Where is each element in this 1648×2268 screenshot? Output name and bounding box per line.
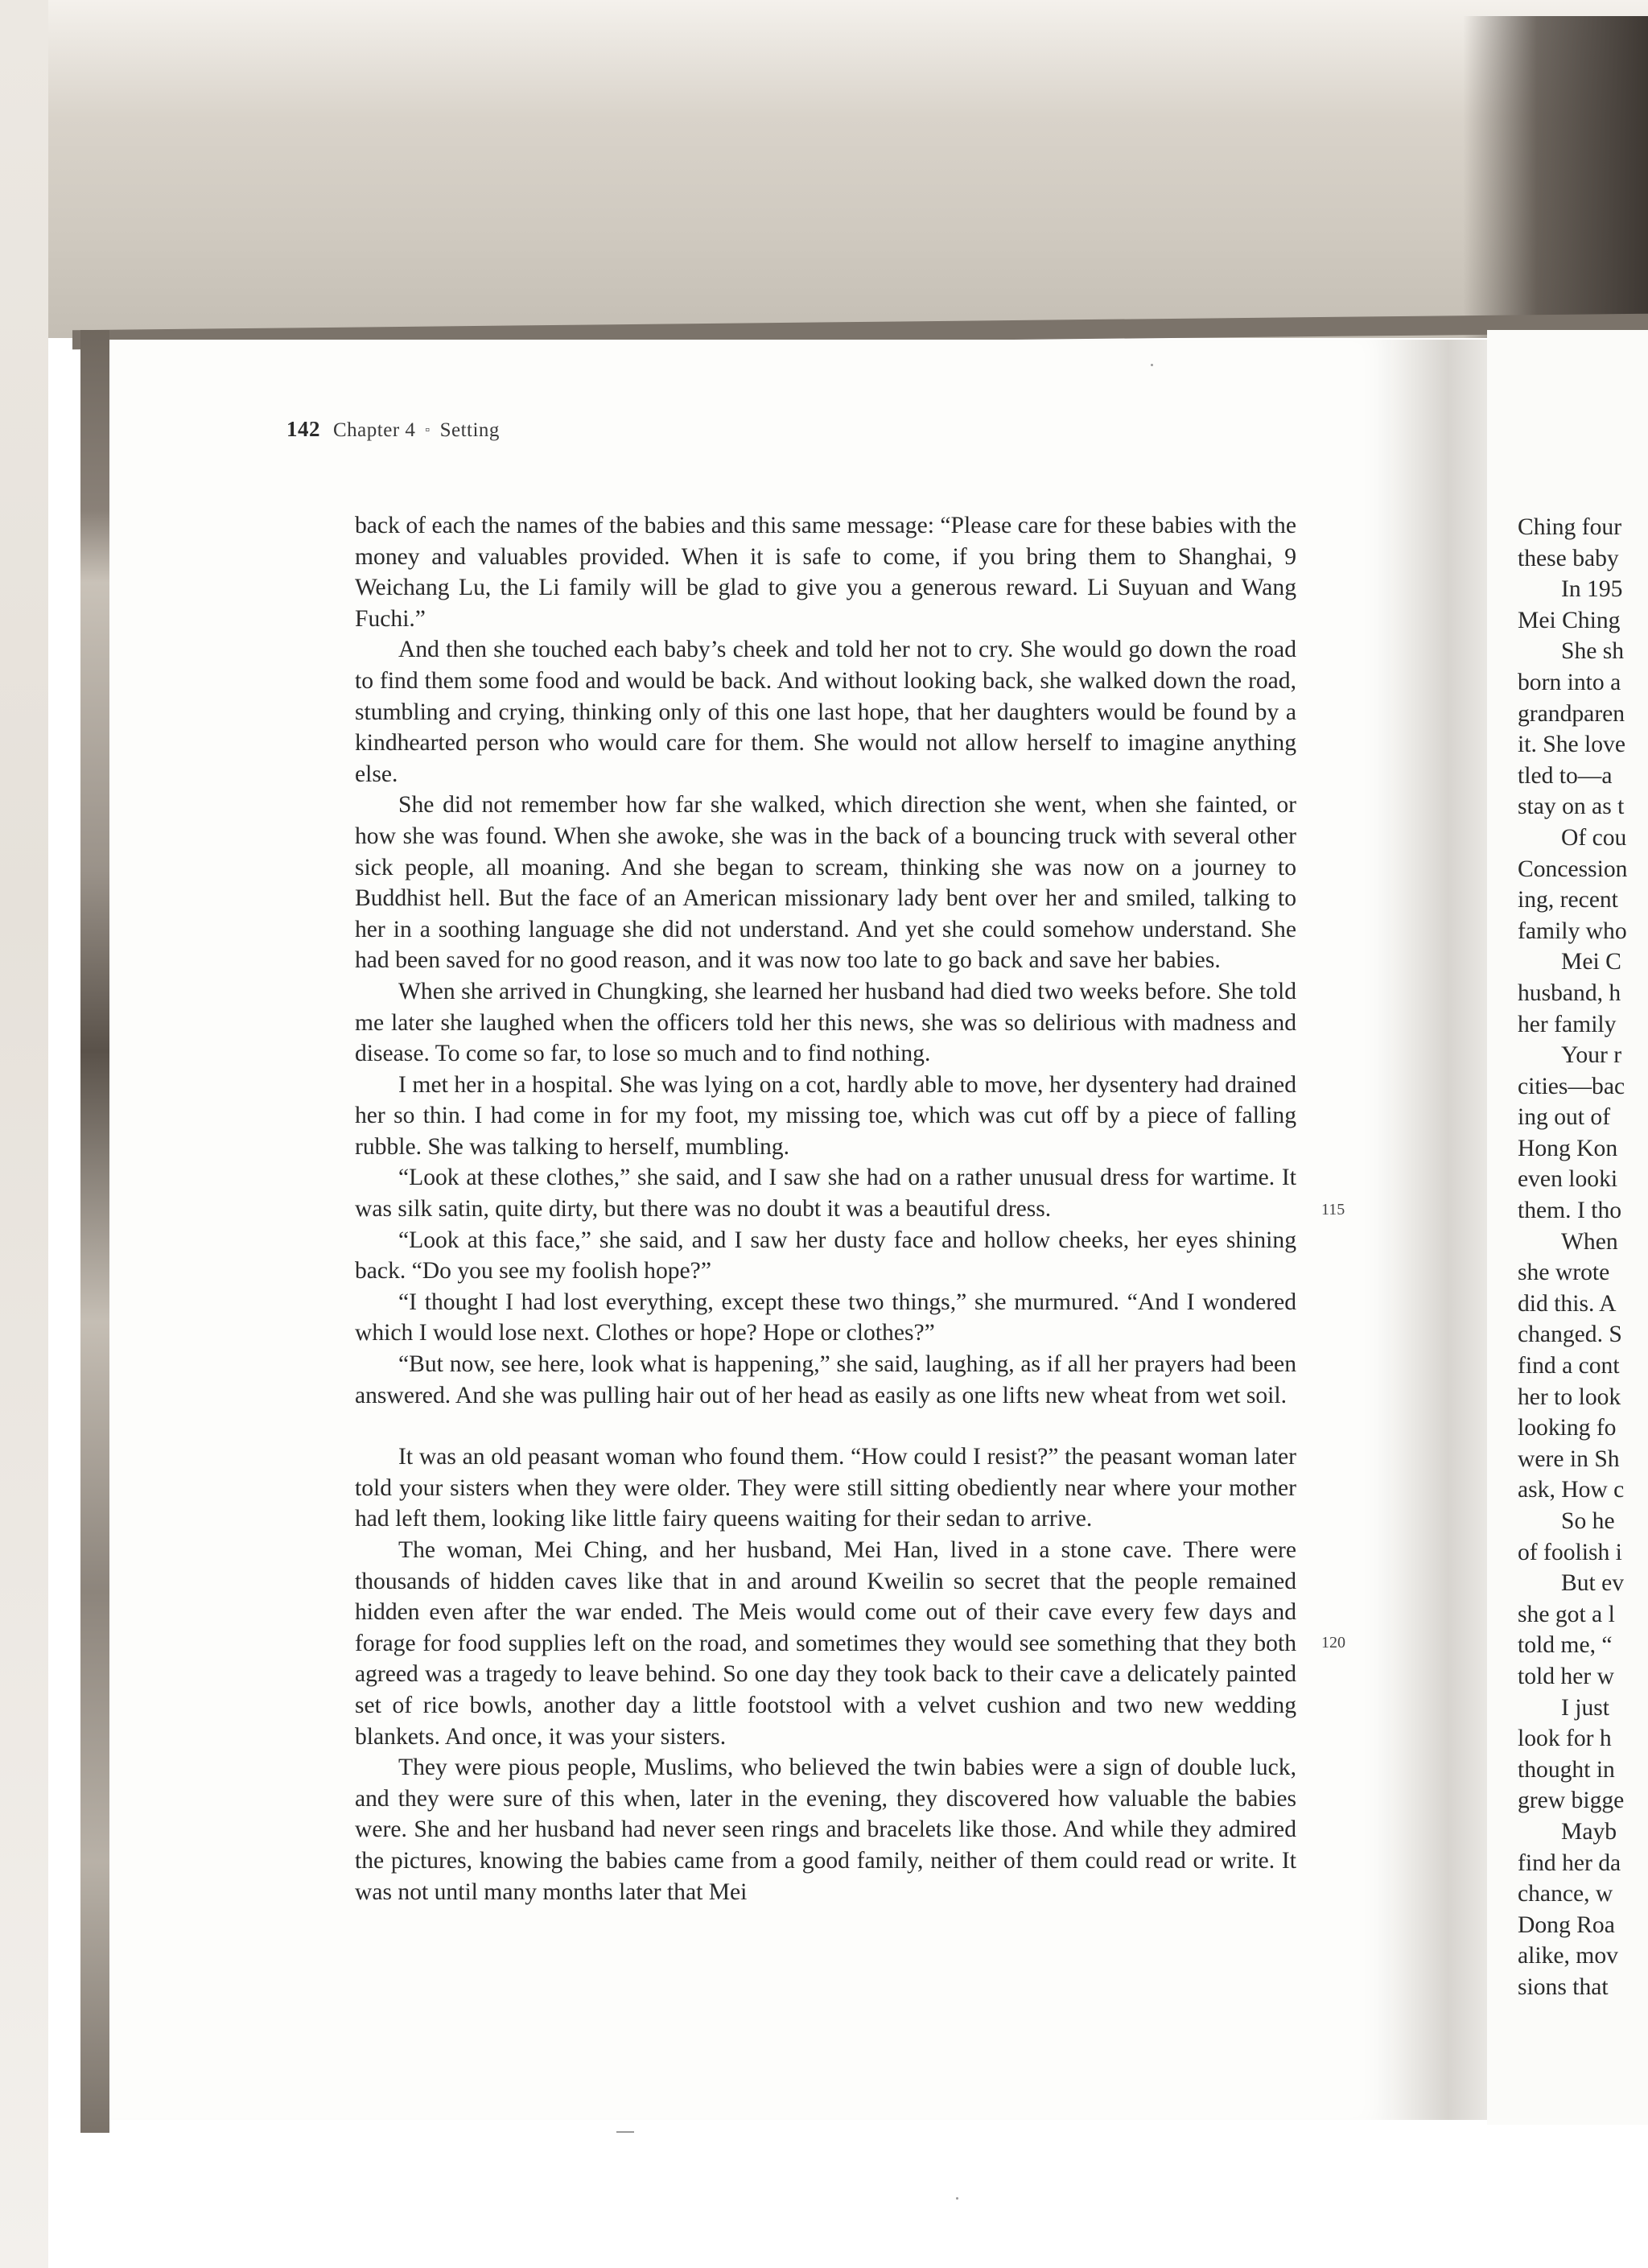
facing-line: told her w: [1518, 1663, 1614, 1689]
facing-line: looking fo: [1518, 1415, 1617, 1441]
paragraph: back of each the names of the babies and this same message: “Please care for these babies with the money and valuables provided. When it is safe to come, if you bring them to Shanghai, 9 Weichang Lu, the Li family will be glad to give you a generous reward. Li Suyuan and Wang Fuchi.”: [355, 513, 1296, 632]
facing-line: she wrote: [1518, 1260, 1610, 1286]
facing-line: Mayb: [1561, 1818, 1617, 1845]
facing-line: it. She love: [1518, 732, 1625, 758]
facing-line: Hong Kon: [1518, 1135, 1618, 1161]
paragraph: “Look at this face,” she said, and I saw her dusty face and hollow cheeks, her eyes shining back. “Do you see my foolish hope?”: [355, 1227, 1296, 1285]
facing-line: ing, recent: [1518, 887, 1618, 913]
facing-line: Of cou: [1561, 824, 1627, 851]
scan-speck: [956, 2197, 958, 2200]
paragraph: “I thought I had lost everything, except these two things,” she murmured. “And I wondered which I would lose next. Clothes or hope? Hope or clothes?”: [355, 1289, 1296, 1346]
facing-line: were in Sh: [1518, 1445, 1620, 1472]
facing-line: tled to—a: [1518, 762, 1613, 789]
facing-line: find a cont: [1518, 1353, 1620, 1379]
scan-speck: [616, 2131, 634, 2133]
paragraph: They were pious people, Muslims, who believed the twin babies were a sign of double luck, and they were sure of this when, later in the evening, they discovered how valuable the babies were. She and her husband had never seen rings and bracelets like those. And while they admired the pictures, knowing the babies came from a good family, neither of them could read or write. It was not until many months later that Mei: [355, 1755, 1296, 1905]
facing-line: her to look: [1518, 1383, 1621, 1410]
facing-line: husband, h: [1518, 979, 1621, 1006]
main-text-column: [355, 510, 1296, 1907]
facing-line: chance, w: [1518, 1881, 1613, 1907]
facing-line: She sh: [1561, 638, 1625, 665]
paragraph: “Look at these clothes,” she said, and I saw she had on a rather unusual dress for wartime. It was silk satin, quite dirty, but there was no doubt it was a beautiful dress.: [355, 1165, 1296, 1223]
facing-line: grew bigge: [1518, 1788, 1625, 1814]
facing-line: sions that: [1518, 1973, 1609, 2000]
facing-line: When: [1561, 1228, 1618, 1255]
facing-page-text: [1518, 512, 1648, 2003]
facing-line: did this. A: [1518, 1290, 1617, 1317]
facing-line: even looki: [1518, 1166, 1618, 1193]
running-header: [286, 417, 500, 442]
facing-line: Mei Ching: [1518, 607, 1621, 633]
facing-line: Concession: [1518, 856, 1628, 882]
paragraph: And then she touched each baby’s cheek and told her not to cry. She would go down the road to find them some food and would be back. And without looking back, she walked down the road, stumbling and crying, thinking only of this one last hope, that her daughters would be found by a kindhearted person who would care for them. She would not allow herself to imagine anything else.: [355, 637, 1296, 787]
facing-line: So he: [1561, 1508, 1615, 1534]
book-gutter: [1390, 340, 1487, 2120]
facing-line: But ev: [1561, 1570, 1625, 1597]
scan-background-left: [0, 0, 48, 2268]
facing-line: family who: [1518, 918, 1627, 944]
header-separator: ▫: [425, 423, 431, 437]
book-cover-edge: [1463, 16, 1648, 338]
facing-line: Mei C: [1561, 949, 1621, 975]
facing-line: cities—bac: [1518, 1073, 1625, 1099]
facing-line: Your r: [1561, 1042, 1622, 1069]
page-number: 142: [286, 417, 320, 441]
facing-line: alike, mov: [1518, 1943, 1618, 1969]
facing-line: changed. S: [1518, 1322, 1622, 1348]
paragraph: I met her in a hospital. She was lying on a cot, hardly able to move, her dysentery had drained her so thin. I had come in for my foot, my missing toe, which was cut off by a piece of falling rubble. She was talking to herself, mumbling.: [355, 1071, 1296, 1160]
paragraph: She did not remember how far she walked, which direction she went, when she fainted, or how she was found. When she awoke, she was in the back of a bouncing truck with several other sick people, all moaning. And she began to scream, thinking she was now on a journey to Buddhist hell. But the face of an American missionary lady bent over her and smiled, talking to her in a soothing language she did not understand. And yet she could somehow understand. She had been saved for no good reason, and it was now too late to go back and save her babies.: [355, 792, 1296, 974]
line-number: 120: [1321, 1634, 1345, 1652]
facing-line: grandparen: [1518, 700, 1625, 727]
chapter-label: Chapter 4: [333, 419, 416, 441]
facing-line: she got a l: [1518, 1601, 1615, 1627]
facing-line: ask, How c: [1518, 1477, 1625, 1503]
facing-line: Dong Roa: [1518, 1911, 1615, 1938]
facing-line: I just: [1561, 1694, 1610, 1721]
facing-line: look for h: [1518, 1726, 1612, 1752]
scan-speck: [1151, 364, 1153, 366]
facing-line: them. I tho: [1518, 1198, 1622, 1224]
scan-background-top: [0, 0, 1648, 338]
facing-line: find her da: [1518, 1849, 1621, 1876]
paragraph: When she arrived in Chungking, she learned her husband had died two weeks before. She told me later she laughed when the officers told her this news, she was so delirious with madness and disease. To come so far, to lose so much and to find nothing.: [355, 978, 1296, 1067]
facing-line: these baby: [1518, 545, 1619, 571]
facing-line: In 195: [1561, 576, 1623, 603]
facing-line: stay on as t: [1518, 794, 1625, 820]
paragraph: The woman, Mei Ching, and her husband, Mei Han, lived in a stone cave. There were thousands of hidden caves like that in and around Kweilin so secret that the people remained hidden even after the war ended. The Meis would come out of their cave every few days and forage for food supplies left on the road, and sometimes they would see something that they both agreed was a tragedy to leave behind. So one day they took back to their cave a delicately painted set of rice bowls, another day a little footstool with a velvet cushion and two new wedding blankets. And once, it was your sisters.: [355, 1537, 1296, 1750]
facing-line: ing out of: [1518, 1104, 1611, 1131]
facing-line: told me, “: [1518, 1632, 1613, 1659]
facing-line: thought in: [1518, 1756, 1615, 1783]
section-label: Setting: [439, 419, 500, 441]
facing-line: her family: [1518, 1011, 1617, 1037]
paragraph: “But now, see here, look what is happening,” she said, laughing, as if all her prayers had been answered. And she was pulling hair out of her head as easily as one lifts new wheat from wet soil.: [355, 1351, 1296, 1408]
paragraph: It was an old peasant woman who found them. “How could I resist?” the peasant woman later told your sisters when they were older. They were still sitting obediently near where your mother had left them, looking like little fairy queens waiting for their sedan to arrive.: [355, 1444, 1296, 1532]
facing-line: of foolish i: [1518, 1539, 1622, 1565]
section-break: [355, 1411, 1296, 1441]
book-cover-left-edge: [80, 330, 109, 2133]
line-number: 115: [1321, 1201, 1345, 1219]
facing-line: Ching four: [1518, 514, 1622, 540]
facing-line: born into a: [1518, 669, 1621, 695]
